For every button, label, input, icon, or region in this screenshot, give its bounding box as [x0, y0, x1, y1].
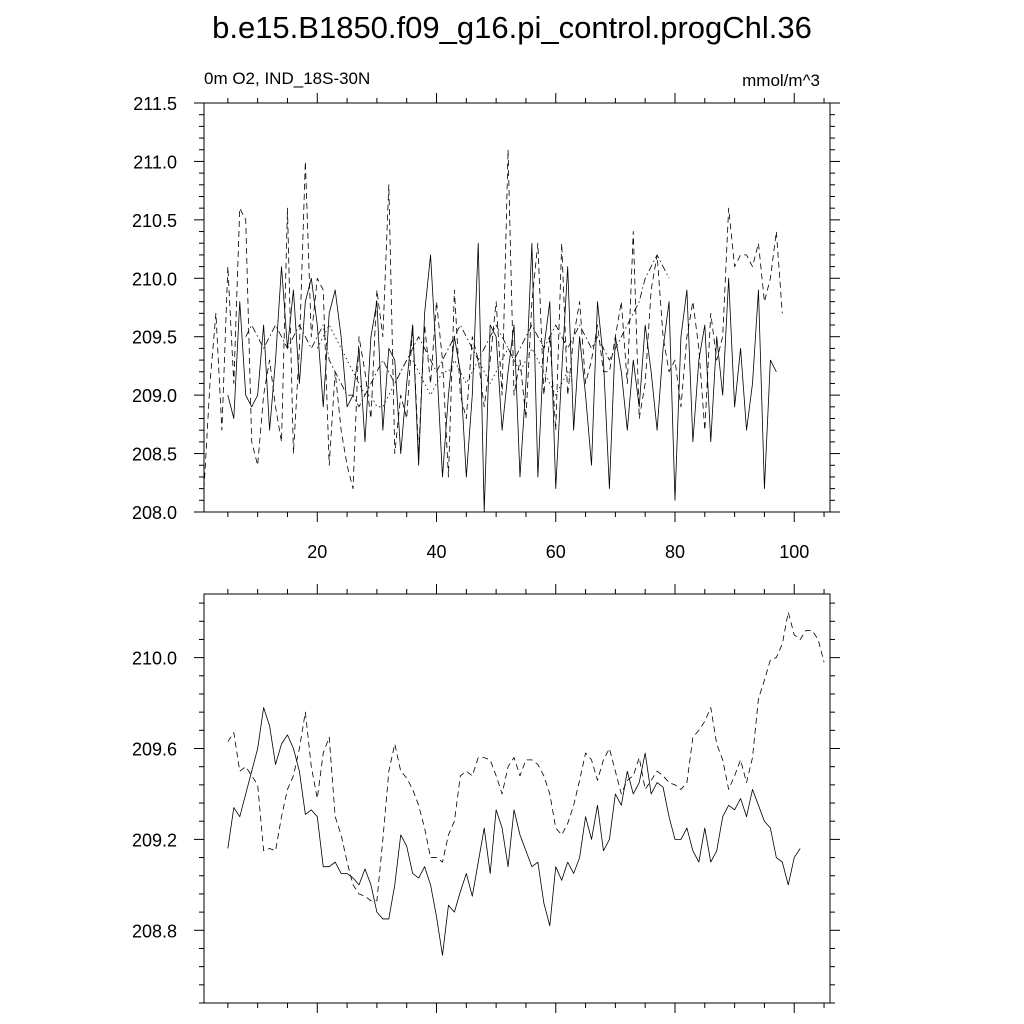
bottom-panel-axes — [132, 584, 840, 1013]
top-panel-left-label: 0m O2, IND_18S-30N — [204, 69, 371, 88]
y-tick-label: 209.5 — [131, 327, 177, 348]
series-line-1 — [228, 243, 776, 512]
y-tick-label: 210.0 — [131, 269, 177, 290]
y-tick-label: 209.2 — [131, 830, 177, 851]
y-tick-label: 210.5 — [131, 210, 177, 231]
top-panel-units-label: mmol/m^3 — [742, 71, 820, 90]
series-line-1 — [228, 708, 800, 956]
chart-title: b.e15.B1850.f09_g16.pi_control.progChl.36 — [212, 10, 812, 45]
bottom-panel-series — [228, 612, 824, 955]
top-panel-frame — [204, 103, 830, 512]
y-tick-label: 210.0 — [131, 648, 177, 669]
y-tick-label: 208.8 — [131, 921, 177, 942]
x-tick-label: 60 — [545, 542, 566, 562]
x-tick-label: 80 — [664, 542, 686, 562]
y-tick-label: 209.0 — [131, 386, 177, 407]
y-tick-label: 209.6 — [131, 739, 177, 760]
x-tick-label: 40 — [426, 542, 447, 562]
y-tick-label: 211.0 — [133, 152, 177, 173]
y-tick-label: 208.0 — [131, 503, 177, 523]
x-tick-label: 100 — [779, 542, 810, 562]
x-tick-label: 20 — [307, 542, 328, 562]
bottom-panel — [132, 584, 840, 1013]
top-panel — [132, 69, 840, 562]
bottom-panel-frame — [204, 594, 830, 1003]
y-tick-label: 208.5 — [131, 444, 177, 465]
top-panel-series — [204, 150, 782, 512]
y-tick-label: 211.5 — [133, 94, 177, 114]
series-line-2 — [228, 612, 824, 901]
